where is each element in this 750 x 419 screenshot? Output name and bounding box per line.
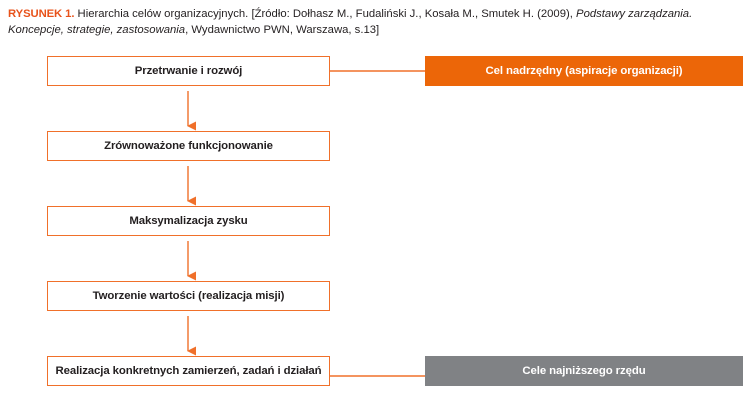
node-label: Zrównoważone funkcjonowanie xyxy=(104,140,273,152)
side-label-cele-najnizszego-rzedu xyxy=(425,356,743,386)
node-realizacja-zamierzen xyxy=(47,356,330,386)
node-przetrwanie-i-rozwoj xyxy=(47,56,330,86)
caption-text-part-1: Hierarchia celów organizacyjnych. [Źródło: Dołhasz M., Fudaliński J., Kosała M., Smutek H. (2009), xyxy=(74,8,577,20)
side-label-text: Cele najniższego rzędu xyxy=(522,365,646,377)
figure-caption xyxy=(8,6,742,38)
node-zrownowazone-funkcjonowanie xyxy=(47,131,330,161)
figure-number: RYSUNEK 1. xyxy=(8,8,75,20)
node-label: Realizacja konkretnych zamierzeń, zadań i działań xyxy=(55,365,322,377)
node-maksymalizacja-zysku xyxy=(47,206,330,236)
hierarchy-diagram xyxy=(0,46,750,419)
side-label-text: Cel nadrzędny (aspiracje organizacji) xyxy=(485,65,683,77)
caption-source-title: Podstawy zarządzania. Koncepcje, strategie, zastosowania xyxy=(8,8,693,36)
node-label: Maksymalizacja zysku xyxy=(129,215,248,227)
node-tworzenie-wartosci xyxy=(47,281,330,311)
node-label: Tworzenie wartości (realizacja misji) xyxy=(92,290,285,302)
caption-text-part-2: , Wydawnictwo PWN, Warszawa, s.13] xyxy=(185,24,380,36)
node-label: Przetrwanie i rozwój xyxy=(134,65,243,77)
side-label-cel-nadrzedny xyxy=(425,56,743,86)
